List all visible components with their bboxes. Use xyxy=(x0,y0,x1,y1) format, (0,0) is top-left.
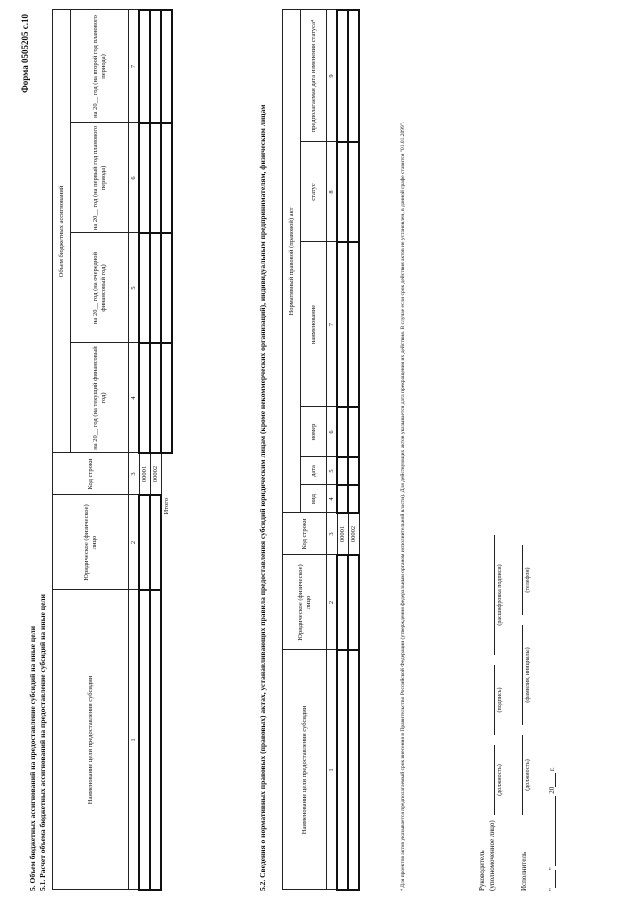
th-code: Код строки xyxy=(283,513,327,555)
colnum: 2 xyxy=(129,495,140,590)
colnum: 3 xyxy=(327,513,338,555)
table-5-1 xyxy=(52,9,173,891)
cell-date[interactable] xyxy=(348,457,359,485)
total-value[interactable] xyxy=(161,10,172,123)
cell-change-date[interactable] xyxy=(337,10,348,142)
section-5-2-title: 5.2. Сведения о нормативных правовых (правовых) актах, устанавливающих правила предоставления субсидий юридическим лицам (кроме некоммерческих организаций), индивидуальным предпринимателям, физическим лицам xyxy=(258,104,267,891)
table-row xyxy=(150,10,161,890)
cell-value[interactable] xyxy=(139,123,150,233)
line-head-signature[interactable] xyxy=(494,665,495,735)
line-exec-phone[interactable] xyxy=(522,545,523,615)
cell-code: 00001 xyxy=(337,513,348,555)
cap-exec-position: (должность) xyxy=(525,759,531,791)
cap-phone: (телефон) xyxy=(525,567,531,593)
th-purpose: Наименование цели предоставления субсидии xyxy=(53,590,129,890)
th-name: наименование xyxy=(301,242,327,407)
cell-entity[interactable] xyxy=(337,555,348,650)
th-date: дата xyxy=(301,457,327,485)
cell-kind[interactable] xyxy=(348,485,359,513)
colnum: 3 xyxy=(129,453,140,495)
cell-purpose[interactable] xyxy=(139,590,150,890)
cell-value[interactable] xyxy=(139,343,150,453)
th-status: статус xyxy=(301,142,327,242)
cell-name[interactable] xyxy=(348,242,359,407)
th-entity: Юридическое (физическое) лицо xyxy=(53,495,129,590)
table-row xyxy=(139,10,150,890)
th-code: Код строки xyxy=(53,453,129,495)
colnum: 7 xyxy=(129,10,140,123)
th-number: номер xyxy=(301,407,327,457)
cap-position: (должность) xyxy=(497,764,503,796)
total-value[interactable] xyxy=(161,123,172,233)
date-year-blank[interactable] xyxy=(555,773,556,787)
colnum: 7 xyxy=(327,242,338,407)
date-line xyxy=(548,767,556,891)
total-row xyxy=(161,10,172,890)
line-exec-position[interactable] xyxy=(522,735,523,815)
th-year-current: на 20__ год (на текущий финансовый год) xyxy=(71,343,129,453)
line-head-decryption[interactable] xyxy=(494,535,495,655)
cell-code: 00002 xyxy=(150,453,161,495)
th-entity: Юридическое (физическое) лицо xyxy=(283,555,327,650)
cell-status[interactable] xyxy=(337,142,348,242)
cell-value[interactable] xyxy=(139,233,150,343)
cell-code: 00002 xyxy=(348,513,359,555)
signature-executor-label: Исполнитель xyxy=(520,851,528,891)
colnum: 2 xyxy=(327,555,338,650)
cell-value[interactable] xyxy=(150,343,161,453)
colnum: 9 xyxy=(327,10,338,142)
line-exec-fio[interactable] xyxy=(522,625,523,725)
colnum: 6 xyxy=(129,123,140,233)
th-year-next: на 20__ год (на очередной финансовый год) xyxy=(71,233,129,343)
cell-value[interactable] xyxy=(150,123,161,233)
th-change-date: предполагаемая дата изменения статуса⁴ xyxy=(301,10,327,142)
cell-code: 00001 xyxy=(139,453,150,495)
cell-entity[interactable] xyxy=(150,495,161,590)
table-5-2 xyxy=(282,9,360,891)
cell-name[interactable] xyxy=(337,242,348,407)
cell-number[interactable] xyxy=(348,407,359,457)
section-5-1-title: 5.1. Расчет объема бюджетных ассигнований на предоставление субсидий на иные цели xyxy=(38,594,47,891)
cell-entity[interactable] xyxy=(348,555,359,650)
colnum: 1 xyxy=(327,650,338,890)
signature-head-label: Руководитель xyxy=(478,850,486,891)
date-month-blank[interactable] xyxy=(555,796,556,866)
cell-change-date[interactable] xyxy=(348,10,359,142)
footnote: ⁴ Для проектов актов указывается предполагаемый срок внесения в Правительство Российской Федерации (утверждения федеральным органом исполнительной власти). Для действующих актов указывается дата прекращения их действия. В случае если срок действия актов не установлен, в данной графе ставится "01.01.2099". xyxy=(400,121,406,891)
cell-date[interactable] xyxy=(337,457,348,485)
cell-purpose[interactable] xyxy=(348,650,359,890)
total-value[interactable] xyxy=(161,233,172,343)
table-row xyxy=(337,10,348,890)
th-act: Нормативный правовой (правовой) акт xyxy=(283,10,301,513)
cell-entity[interactable] xyxy=(139,495,150,590)
form-code: Форма 0505205 с.10 xyxy=(20,14,30,93)
total-value[interactable] xyxy=(161,343,172,453)
cell-kind[interactable] xyxy=(337,485,348,513)
date-year: 20 xyxy=(548,786,556,794)
table-row xyxy=(348,10,359,890)
cell-number[interactable] xyxy=(337,407,348,457)
colnum: 4 xyxy=(129,343,140,453)
th-kind: вид xyxy=(301,485,327,513)
colnum: 4 xyxy=(327,485,338,513)
line-head-position[interactable] xyxy=(494,745,495,815)
th-volume: Объем бюджетных ассигнований xyxy=(53,10,71,453)
colnum: 8 xyxy=(327,142,338,242)
cell-purpose[interactable] xyxy=(150,590,161,890)
cell-status[interactable] xyxy=(348,142,359,242)
cell-purpose[interactable] xyxy=(337,650,348,890)
th-purpose: Наименование цели предоставления субсидии xyxy=(283,650,327,890)
th-year-plan1: на 20__ год (на первый год планового периода) xyxy=(71,123,129,233)
colnum: 5 xyxy=(129,233,140,343)
cap-decryption: (расшифровка подписи) xyxy=(497,564,503,626)
date-quote-close: " xyxy=(548,867,556,871)
total-label: Итого xyxy=(163,498,170,515)
cell-value[interactable] xyxy=(139,10,150,123)
cell-value[interactable] xyxy=(150,10,161,123)
colnum: 6 xyxy=(327,407,338,457)
signature-head-sub: (уполномоченное лицо) xyxy=(488,820,496,891)
cell-value[interactable] xyxy=(150,233,161,343)
date-quote-open: " xyxy=(548,888,556,891)
cap-signature: (подпись) xyxy=(497,687,503,713)
cap-fio: (фамилия, инициалы) xyxy=(525,647,531,703)
date-day-blank[interactable] xyxy=(555,870,556,888)
section-5-title: 5. Объем бюджетных ассигнований на предоставление субсидий на иные цели xyxy=(28,625,37,891)
date-suffix: г. xyxy=(548,767,556,772)
colnum: 5 xyxy=(327,457,338,485)
th-year-plan2: на 20__ год (на второй год планового периода) xyxy=(71,10,129,123)
colnum: 1 xyxy=(129,590,140,890)
